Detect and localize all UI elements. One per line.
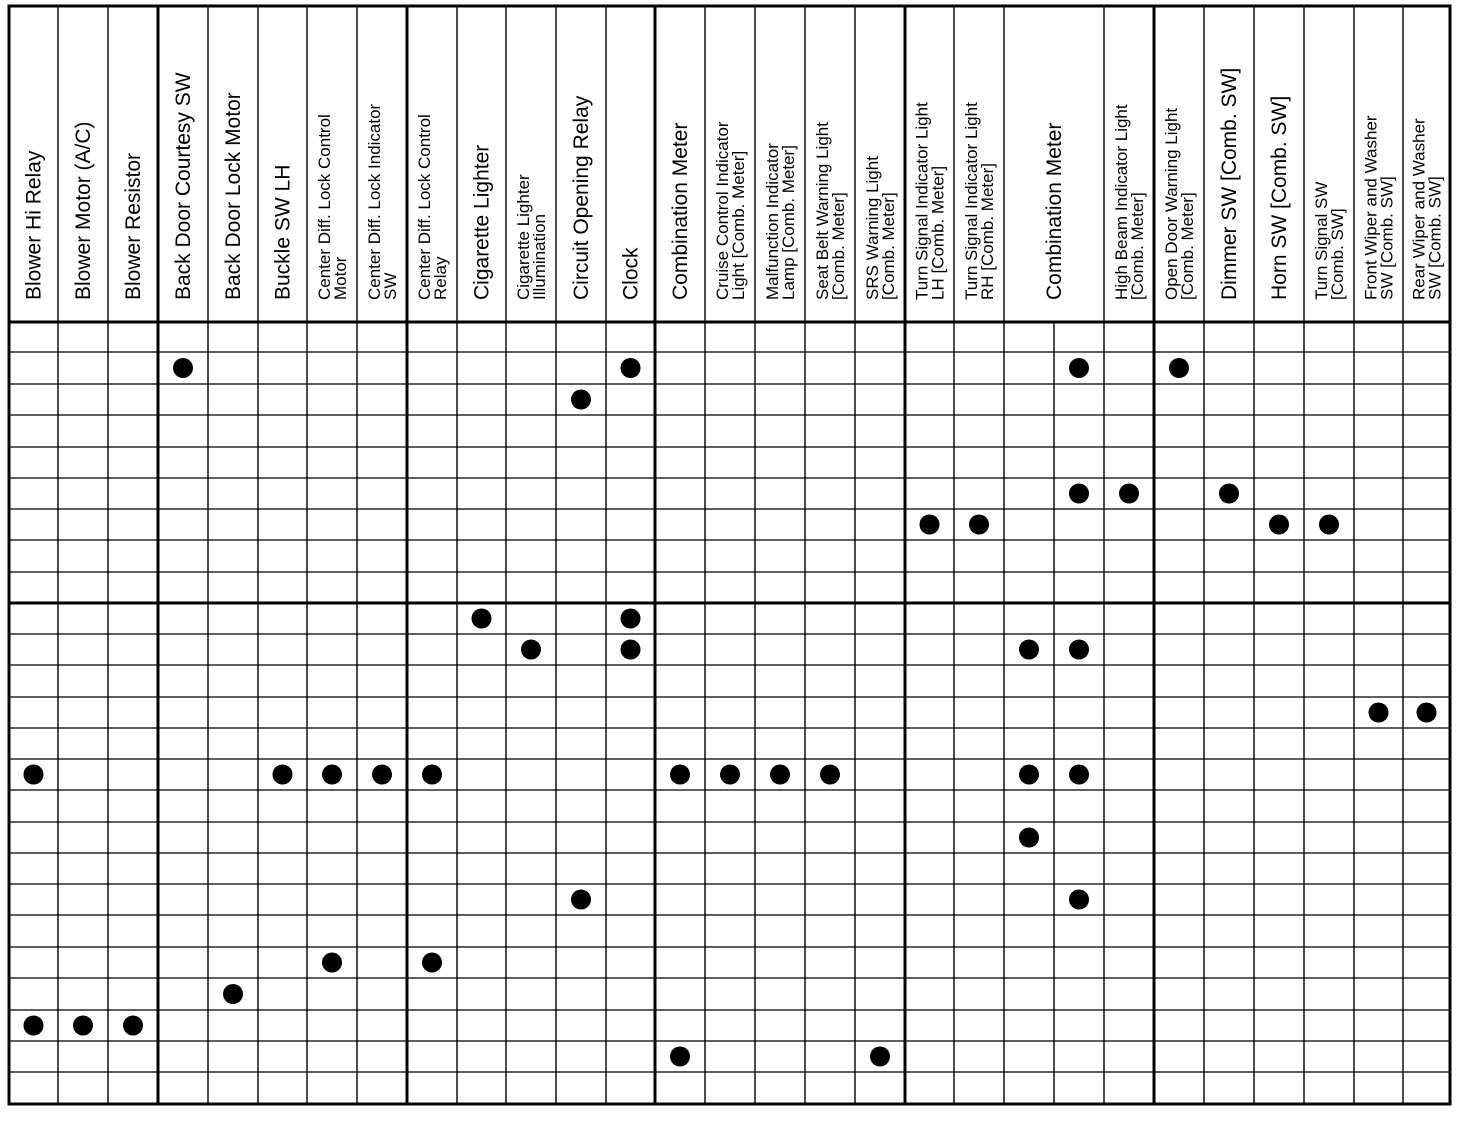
dot-marker xyxy=(1069,890,1089,910)
column-header-blower-hi-relay xyxy=(23,150,46,300)
dot-marker xyxy=(273,765,293,785)
dot-marker xyxy=(1069,765,1089,785)
column-header-text: Open Door Warning Light xyxy=(1162,107,1181,300)
dot-marker xyxy=(1019,765,1039,785)
column-header-text: [Comb. SW] xyxy=(1328,208,1347,300)
column-header-back-door-courtesy-sw xyxy=(172,72,195,300)
dot-marker xyxy=(1019,828,1039,848)
column-header-text: SW [Comb. SW] xyxy=(1377,176,1397,300)
column-header-text: Blower Hi Relay xyxy=(22,150,46,300)
dot-marker xyxy=(870,1047,890,1067)
column-header-horn-sw xyxy=(1268,96,1291,300)
dot-marker xyxy=(372,765,392,785)
column-header-turn-signal-indicator-light-rh xyxy=(962,102,997,300)
column-header-text: Rear Wiper and Washer xyxy=(1409,118,1429,300)
column-header-center-diff-lock-control-motor xyxy=(315,114,350,300)
column-header-text: Turn Signal SW xyxy=(1312,181,1331,300)
dot-marker xyxy=(223,984,243,1004)
column-header-open-door-warning-light xyxy=(1162,108,1197,300)
dot-marker xyxy=(720,765,740,785)
dot-marker xyxy=(621,358,641,378)
dot-markers xyxy=(24,358,1437,1067)
column-header-rear-wiper-and-washer-sw xyxy=(1410,118,1445,300)
column-header-text: SW [Comb. SW] xyxy=(1425,176,1445,300)
dot-marker xyxy=(670,1047,690,1067)
dot-marker xyxy=(1319,515,1339,535)
column-header-srs-warning-light xyxy=(863,156,898,300)
dot-marker xyxy=(521,640,541,660)
dot-marker xyxy=(24,1016,44,1036)
column-header-text: Cruise Control Indicator xyxy=(713,121,732,300)
column-header-text: Center Diff. Lock Control xyxy=(415,114,434,300)
column-header-text: LH [Comb. Meter] xyxy=(928,165,948,300)
column-header-malfunction-indicator-lamp xyxy=(763,143,798,300)
column-headers xyxy=(23,68,1445,300)
column-header-text: Combination Meter xyxy=(669,122,692,300)
column-header-text: Back Door Lock Motor xyxy=(222,92,245,300)
column-header-text: Cigarette Lighter xyxy=(514,174,533,300)
column-header-text: Blower Resistor xyxy=(122,152,145,300)
column-header-circuit-opening-relay xyxy=(570,95,593,300)
column-header-turn-signal-sw xyxy=(1312,182,1347,300)
dot-marker xyxy=(770,765,790,785)
column-header-text: Front Wiper and Washer xyxy=(1361,115,1381,300)
column-header-text: SW xyxy=(381,272,400,300)
column-header-text: Circuit Opening Relay xyxy=(570,95,593,300)
column-header-text: Motor xyxy=(331,256,350,300)
column-header-text: Illumination xyxy=(530,214,549,300)
dot-marker xyxy=(920,515,940,535)
column-header-text: SRS Warning Light xyxy=(863,156,882,300)
dot-marker xyxy=(571,390,591,410)
dot-marker xyxy=(1069,484,1089,504)
column-header-text: Horn SW [Comb. SW] xyxy=(1268,95,1291,300)
dot-marker xyxy=(621,609,641,629)
dot-marker xyxy=(1369,703,1389,723)
column-header-text: Center Diff. Lock Indicator xyxy=(365,103,384,300)
column-header-high-beam-indicator-light xyxy=(1112,104,1147,300)
column-header-combination-meter-2 xyxy=(1043,123,1066,300)
column-header-cigarette-lighter-illumination xyxy=(514,174,549,300)
column-header-text: Seat Belt Warning Light xyxy=(813,122,832,300)
dot-marker xyxy=(1269,515,1289,535)
dot-marker xyxy=(24,765,44,785)
dot-marker xyxy=(1169,358,1189,378)
column-header-front-wiper-and-washer-sw xyxy=(1362,115,1397,300)
dot-marker xyxy=(1069,358,1089,378)
dot-marker xyxy=(422,953,442,973)
column-header-back-door-lock-motor xyxy=(222,92,245,300)
column-header-combination-meter-1 xyxy=(669,123,692,300)
dot-marker xyxy=(969,515,989,535)
column-header-cruise-control-indicator-light xyxy=(713,121,748,300)
column-header-blower-motor-ac xyxy=(72,121,95,300)
dot-marker xyxy=(73,1016,93,1036)
column-header-center-diff-lock-indicator-sw xyxy=(365,103,400,300)
column-header-text: Malfunction Indicator xyxy=(763,143,782,300)
dot-marker xyxy=(173,358,193,378)
column-header-text: [Comb. Meter] xyxy=(1128,192,1147,300)
column-header-text: Cigarette Lighter xyxy=(470,144,494,300)
column-header-text: Relay xyxy=(431,256,450,300)
column-header-center-diff-lock-control-relay xyxy=(415,114,450,300)
dot-marker xyxy=(621,640,641,660)
column-header-seat-belt-warning-light xyxy=(813,122,848,300)
dot-marker xyxy=(1417,703,1437,723)
column-header-text: [Comb. Meter] xyxy=(1178,192,1197,300)
column-header-turn-signal-indicator-light-lh xyxy=(913,102,948,300)
column-header-text: Back Door Courtesy SW xyxy=(172,72,195,300)
column-header-text: Dimmer SW [Comb. SW] xyxy=(1218,67,1241,300)
column-header-text: Center Diff. Lock Control xyxy=(315,114,334,300)
dot-marker xyxy=(472,609,492,629)
dot-marker xyxy=(670,765,690,785)
column-header-text: [Comb. Meter] xyxy=(829,192,848,300)
column-header-clock xyxy=(620,247,643,300)
column-header-text: [Comb. Meter] xyxy=(879,192,898,300)
dot-marker xyxy=(1069,640,1089,660)
column-header-text: Light [Comb. Meter] xyxy=(729,150,748,300)
dot-marker xyxy=(571,890,591,910)
column-header-text: Combination Meter xyxy=(1043,122,1066,300)
column-header-blower-resistor xyxy=(122,153,145,300)
column-header-cigarette-lighter xyxy=(471,145,494,300)
dot-marker xyxy=(322,953,342,973)
column-header-text: Turn Signal Indicator Light xyxy=(962,102,981,300)
dot-marker xyxy=(322,765,342,785)
dot-marker xyxy=(123,1016,143,1036)
column-header-text: Blower Motor (A/C) xyxy=(72,121,95,300)
column-header-text: Buckle SW LH xyxy=(271,164,295,300)
dot-marker xyxy=(820,765,840,785)
column-header-text: High Beam Indicator Light xyxy=(1112,104,1131,300)
dot-marker xyxy=(1119,484,1139,504)
dot-marker xyxy=(1019,640,1039,660)
column-header-dimmer-sw xyxy=(1218,68,1241,300)
column-header-text: Clock xyxy=(619,247,643,300)
column-header-text: Lamp [Comb. Meter] xyxy=(779,145,798,300)
column-header-text: RH [Comb. Meter] xyxy=(978,163,997,300)
column-header-text: Turn Signal Indicator Light xyxy=(912,102,932,300)
column-header-buckle-sw-lh xyxy=(272,165,295,300)
dot-marker xyxy=(1219,484,1239,504)
dot-marker xyxy=(422,765,442,785)
